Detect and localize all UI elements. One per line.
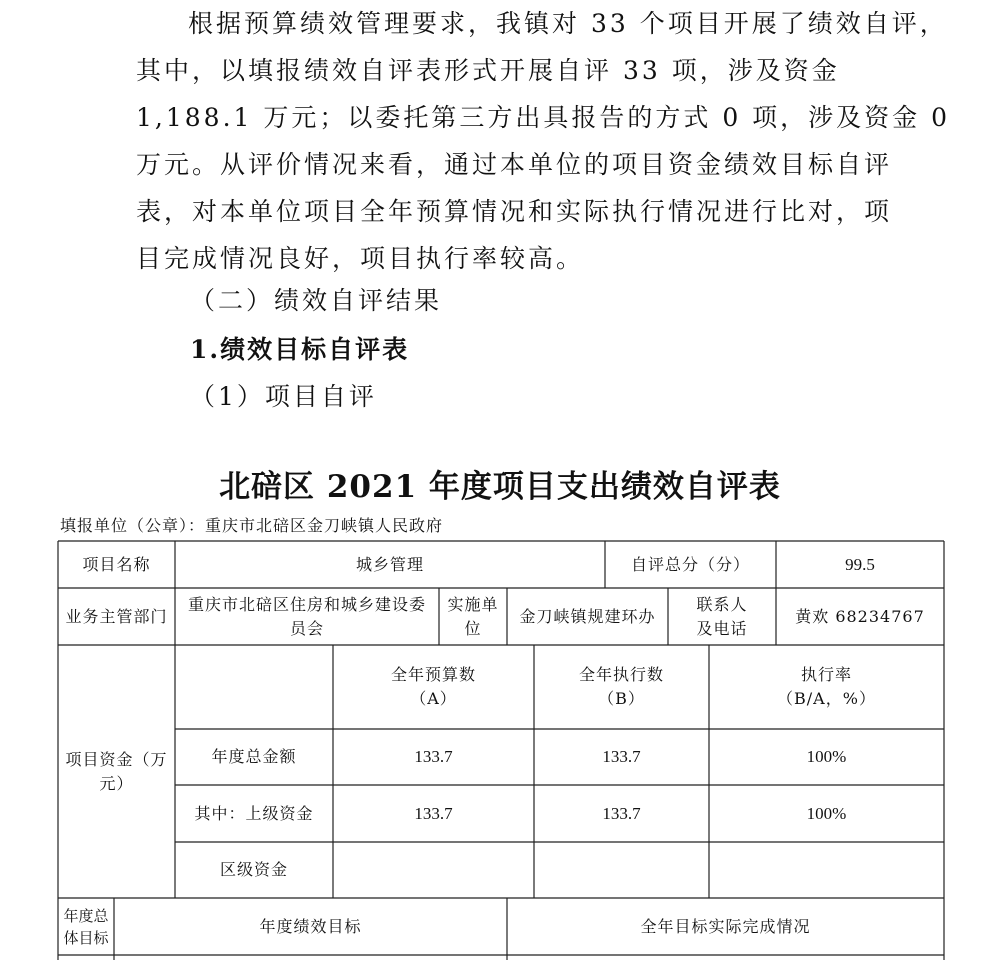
funds-row-exec: 133.7 <box>602 747 641 766</box>
intro-line: 根据预算绩效管理要求，我镇对 33 个项目开展了绩效自评， <box>188 9 948 38</box>
project-name-value: 城乡管理 <box>355 554 424 574</box>
funds-row-budget: 133.7 <box>414 803 453 823</box>
funds-row-budget: 133.7 <box>414 747 453 766</box>
contact-label-line: 联系人 <box>696 594 748 614</box>
rate-header-line: （B/A，%） <box>777 689 876 708</box>
funds-row-rate: 100% <box>806 747 847 766</box>
self-score-value: 99.5 <box>845 554 875 574</box>
execution-header-line: （B） <box>598 689 645 708</box>
subsection-heading: 1.绩效目标自评表 <box>190 335 410 364</box>
funds-row-label: 其中：上级资金 <box>194 803 314 823</box>
implementing-unit-label-line: 实施单 <box>447 594 499 614</box>
funds-row-rate: 100% <box>806 803 847 823</box>
implementing-unit-label-line: 位 <box>464 618 482 638</box>
rate-header-line: 执行率 <box>800 665 852 684</box>
department-value-line: 重庆市北碚区住房和城乡建设委 <box>187 594 426 614</box>
budget-header-line: 全年预算数 <box>390 665 476 684</box>
department-value-line: 员会 <box>289 618 324 638</box>
funds-row-budget <box>333 842 534 898</box>
rate-column-header <box>709 645 944 729</box>
contact-label <box>668 588 776 645</box>
project-funds-label-line: 项目资金（万 <box>65 749 168 769</box>
intro-line: 其中，以填报绩效自评表形式开展自评 33 项，涉及资金 <box>136 56 840 85</box>
contact-label-line: 及电话 <box>696 618 748 638</box>
intro-line: 目完成情况良好，项目执行率较高。 <box>136 244 585 273</box>
fill-unit-label: 填报单位（公章）：重庆市北碚区金刀峡镇人民政府 <box>60 516 444 535</box>
budget-column-header <box>333 645 534 729</box>
annual-target-header: 年度绩效目标 <box>259 916 362 936</box>
funds-row-rate <box>709 842 944 898</box>
implementing-unit-value: 金刀峡镇规建环办 <box>519 606 656 626</box>
annual-target-label <box>58 898 114 955</box>
funds-row-exec: 133.7 <box>602 803 641 823</box>
project-funds-label-line: 元） <box>99 773 134 793</box>
funds-row-label: 区级资金 <box>219 860 288 879</box>
annual-completion-header: 全年目标实际完成情况 <box>640 916 811 936</box>
funds-row-exec <box>534 842 709 898</box>
intro-line: 万元。从评价情况来看，通过本单位的项目资金绩效目标自评 <box>136 150 893 179</box>
execution-column-header <box>534 645 709 729</box>
department-label: 业务主管部门 <box>65 606 168 626</box>
annual-target-label-line: 体目标 <box>63 928 109 947</box>
funds-row-label: 年度总金额 <box>211 747 297 766</box>
section-heading: （二）绩效自评结果 <box>190 286 443 315</box>
project-funds-label <box>58 645 175 898</box>
table-title: 北碚区 2021 年度项目支出绩效自评表 <box>219 469 781 505</box>
contact-value: 黄欢 68234767 <box>795 606 925 626</box>
intro-line: 1,188.1 万元；以委托第三方出具报告的方式 0 项，涉及资金 0 <box>136 103 951 132</box>
project-name-label: 项目名称 <box>82 554 151 574</box>
execution-header-line: 全年执行数 <box>578 665 664 684</box>
department-value <box>175 588 439 645</box>
budget-header-line: （A） <box>410 689 457 708</box>
self-score-label: 自评总分（分） <box>630 554 750 574</box>
implementing-unit-label <box>439 588 507 645</box>
annual-target-label-line: 年度总 <box>63 906 109 925</box>
sub-subsection-heading: （1）项目自评 <box>190 382 377 411</box>
intro-line: 表，对本单位项目全年预算情况和实际执行情况进行比对，项 <box>136 197 893 226</box>
